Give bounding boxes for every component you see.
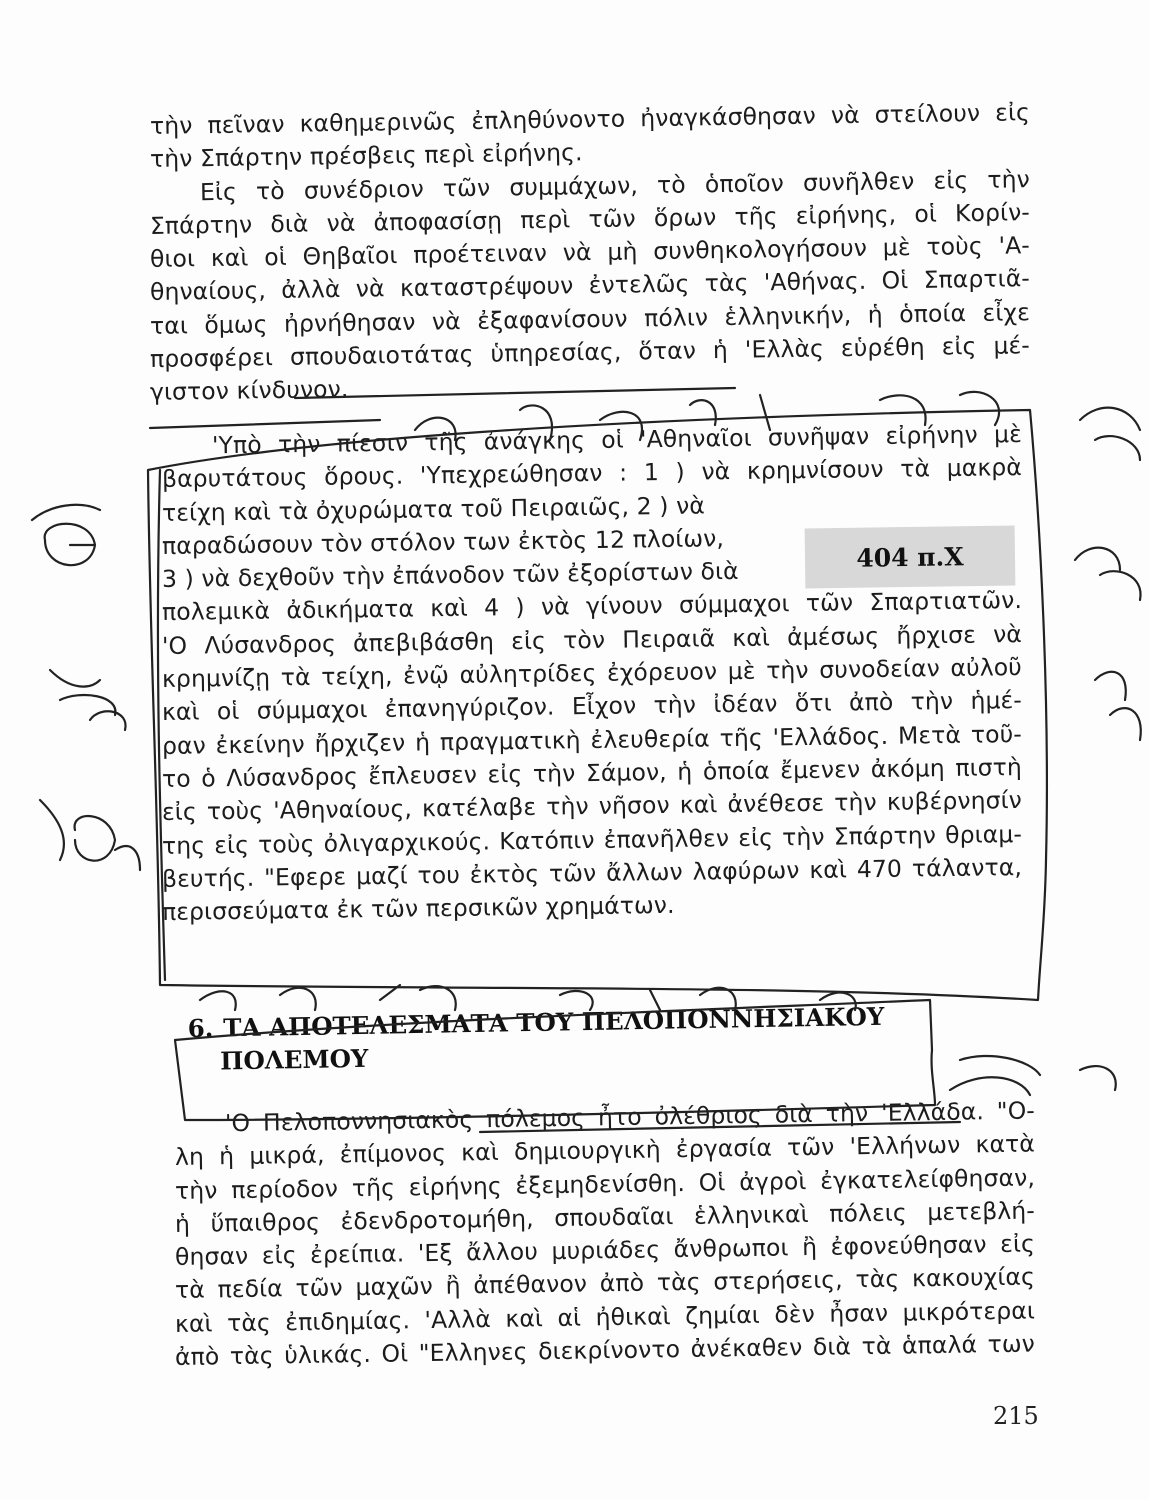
text-line: περισσεύματα ἐκ τῶν περσικῶν χρημάτων.	[161, 891, 675, 927]
heading-line-2: ΠΟΛΕΜΟΥ	[220, 1043, 369, 1076]
heading-number: 6.	[187, 1013, 214, 1044]
text-line: βευτής. "Εφερε μαζί του ἐκτὸς τῶν ἄλλων λαφύρων καὶ 470 τάλαντα,	[161, 852, 1023, 893]
text-line: Σπάρτην διὰ νὰ ἀποφασίσῃ περὶ τῶν ὅρων τῆς εἰρήνης, οἱ Κορίν-	[149, 198, 1031, 240]
text-line: θησαν εἰς ἐρείπια. 'Εξ ἄλλου μυριάδες ἄνθρωποι ἢ ἐφονεύθησαν εἰς	[174, 1229, 1036, 1272]
date-badge	[805, 526, 1016, 589]
paragraph-consequences	[174, 1096, 1036, 1374]
margin-scribble	[32, 505, 100, 565]
date-badge-text: 404 π.Χ	[856, 541, 964, 573]
text-line: καὶ οἱ σύμμαχοι ἐπανηγύριζον. Εἶχον τὴν ἰδέαν ὅτι ἀπὸ τὴν ἡμέ-	[161, 686, 1023, 727]
text-line: παραδώσουν τὸν στόλον των ἐκτὸς 12 πλοίων,	[161, 524, 725, 560]
text-line: καὶ τὰς ἐπιδημίας. 'Αλλὰ καὶ αἱ ἠθικαὶ ζημίαι δὲν ἦσαν μικρότεραι	[174, 1296, 1036, 1338]
text-line: λη ἡ μικρά, ἐπίμονος καὶ δημιουργικὴ ἐργασία τῶν 'Ελλήνων κατὰ	[174, 1129, 1036, 1172]
text-line: βαρυτάτους ὅρους. 'Υπεχρεώθησαν : 1 ) νὰ κρημνίσουν τὰ μακρὰ	[161, 453, 1023, 494]
paragraph-peace-envoys	[149, 98, 1031, 410]
text-line: 3 ) νὰ δεχθοῦν τὴν ἐπάνοδον τῶν ἐξορίστων διὰ	[161, 557, 739, 594]
text-line: τὴν Σπάρτην πρέσβεις περὶ εἰρήνης.	[149, 138, 583, 174]
text-line: θηναίους, ἀλλὰ νὰ καταστρέψουν ἐντελῶς τὰς 'Αθήνας. Οἱ Σπαρτιᾶ-	[149, 264, 1031, 307]
text-line: Εἰς τὸ συνέδριον τῶν συμμάχων, τὸ ὁποῖον συνῆλθεν εἰς τὴν	[199, 164, 1031, 206]
text-line: κρημνίζῃ τὰ τείχη, ἐνῷ αὐλητρίδες ἐχόρευον μὲ τὴν συνοδείαν αὐλοῦ	[161, 653, 1023, 694]
text-line: θιοι καὶ οἱ Θηβαῖοι προέτειναν νὰ μὴ συνθηκολογήσουν μὲ τοὺς 'Α-	[149, 231, 1031, 274]
text-line: 'Υπὸ τὴν πίεσιν τῆς ἀνάγκης οἱ 'Αθηναῖοι συνῆψαν εἰρήνην μὲ	[211, 419, 1023, 460]
text-line: ἡ ὕπαιθρος ἐδενδροτομήθη, σπουδαῖαι ἑλληνικαὶ πόλεις μετεβλή-	[174, 1196, 1036, 1238]
text-line: πολεμικὰ ἀδικήματα καὶ 4 ) νὰ γίνουν σύμμαχοι τῶν Σπαρτιατῶν.	[161, 586, 1023, 627]
text-line: 'Ο Λύσανδρος ἀπεβιβάσθη εἰς τὸν Πειραιᾶ καὶ ἀμέσως ἤρχισε νὰ	[161, 619, 1023, 660]
section-heading	[187, 999, 948, 1078]
text-line: τείχη καὶ τὰ ὀχυρώματα τοῦ Πειραιῶς, 2 ) νὰ	[161, 491, 706, 527]
margin-scribble	[950, 1056, 1116, 1095]
margin-scribble	[1095, 672, 1141, 740]
margin-scribble	[40, 800, 140, 870]
text-line: γιστον κίνδυνον.	[149, 375, 349, 407]
text-line: εἰς τοὺς 'Αθηναίους, κατέλαβε τὴν νῆσον καὶ ἀνέθεσε τὴν κυβέρνησίν	[161, 786, 1023, 827]
text-line: το ὁ Λύσανδρος ἔπλευσεν εἰς τὴν Σάμον, ἡ ὁποία ἔμενεν ἀκόμη πιστὴ	[161, 752, 1023, 793]
text-line: ραν ἐκείνην ἤρχιζεν ἡ πραγματικὴ ἐλευθερία τῆς 'Ελλάδος. Μετὰ τοῦ-	[161, 719, 1023, 760]
text-line: τὰ πεδία τῶν μαχῶν ἢ ἀπέθανον ἀπὸ τὰς στερήσεις, τὰς κακουχίας	[174, 1262, 1036, 1305]
text-line: τὴν περίοδον τῆς εἰρήνης ἐξεμηδενίσθη. Οἱ ἀγροὶ ἐγκατελείφθησαν,	[174, 1163, 1036, 1205]
boxed-paragraph-treaty	[161, 419, 1023, 929]
margin-scribble	[50, 670, 126, 730]
page-number: 215	[993, 1402, 1039, 1430]
text-line: 'Ο Πελοποννησιακὸς πόλεμος ἦτο ὀλέθριος διὰ τὴν 'Ελλάδα. "Ο-	[224, 1096, 1036, 1138]
margin-scribble	[1075, 548, 1141, 600]
text-line: της εἰς τοὺς ὀλιγαρχικούς. Κατόπιν ἐπανῆλθεν εἰς τὴν Σπάρτην θριαμ-	[161, 819, 1023, 860]
text-line: ται ὅμως ἠρνήθησαν νὰ ἐξαφανίσουν πόλιν ἑλληνικήν, ἡ ὁποία εἶχε	[149, 297, 1031, 340]
text-line: τὴν πεῖναν καθημερινῶς ἐπληθύνοντο ἠναγκάσθησαν νὰ στείλουν εἰς	[149, 98, 1031, 140]
text-line: ἀπὸ τὰς ὑλικάς. Οἱ "Ελληνες διεκρίνοντο ἀνέκαθεν διὰ τὰ ἁπαλά των	[174, 1329, 1036, 1372]
margin-scribble	[1080, 408, 1140, 460]
heading-title: ΤΑ ΑΠΟΤΕΛΕΣΜΑΤΑ ΤΟΥ ΠΕΛΟΠΟΝΝΗΣΙΑΚΟΥ	[223, 1001, 885, 1043]
text-line: προσφέρει σπουδαιοτάτας ὑπηρεσίας, ὅταν ἡ 'Ελλὰς εὑρέθη εἰς μέ-	[149, 331, 1031, 374]
